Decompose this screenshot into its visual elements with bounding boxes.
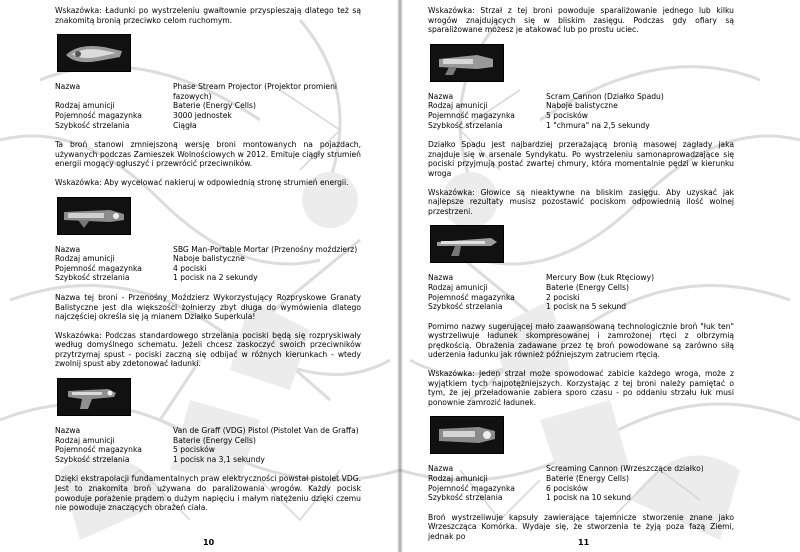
stat-value: 5 pocisków: [546, 110, 588, 120]
stat-key: Pojemność magazynka: [428, 483, 515, 493]
stat-row: [428, 92, 734, 102]
stat-row: [55, 254, 361, 264]
weapon-hint: Wskazówka: Aby wycelować nakieruj w odpowiednią stronę strumień energii.: [55, 177, 349, 187]
stat-key: Szybkość strzelania: [55, 120, 130, 130]
stat-row: [55, 111, 361, 121]
stat-key: Nazwa: [55, 426, 81, 436]
page-right: [400, 0, 800, 552]
stat-key: Rodzaj amunicji: [428, 101, 488, 111]
stat-key: Nazwa: [55, 82, 81, 92]
weapon-hint: Wskazówka: Podczas standardowego strzelania pociski będą się rozpryskiwały według domyślnego schematu. Jeżeli chcesz zaskoczyć swoich przeciwników przytrzymaj spust - pociski zaczną się odbijać w różnych kierunkach - wtedy zwolnij spust aby zdetonować ładunki.: [55, 330, 361, 369]
weapon-description: Dzięki ekstrapolacji fundamentalnych praw elektryczności powstał pistolet VDG. Jest to znakomita broń używana do paraliżowania wrogów. Każdy pocisk powoduje porażenie prądem o dużym napięciu i małym natężeniu dzięki czemu nie powoduje znaczących obrażeń ciała.: [55, 474, 361, 513]
weapon-description: Pomimo nazwy sugerującej mało zaawansowaną technologicznie broń "łuk ten" wystrzeliwuje ładunek skompresowanej i zamrożonej rtęci z olbrzymią prędkością. Obrażenia zadawane przez tę broń powodowane są zarówno siłą uderzenia ładunku jak również późniejszym zatruciem rtęcią.: [428, 321, 734, 360]
stat-value: 6 pocisków: [546, 483, 588, 493]
stat-key: Pojemność magazynka: [428, 110, 515, 120]
stat-value: Phase Stream Projector (Projektor promieni fazowych): [173, 82, 338, 101]
stat-row: [428, 111, 734, 121]
page-number: 10: [203, 538, 215, 547]
stat-value: 1 "chmura" na 2,5 sekundy: [546, 120, 650, 130]
cannon-icon: [430, 44, 504, 82]
bow-gun-icon: [430, 225, 504, 263]
stat-row: [428, 464, 734, 474]
stat-row: [428, 293, 734, 303]
weapon-stats-table: [55, 245, 361, 283]
right-text-column: [428, 6, 734, 551]
stat-key: Szybkość strzelania: [428, 493, 503, 503]
stat-row: [428, 474, 734, 484]
stat-row: [428, 283, 734, 293]
stat-row: [55, 455, 361, 465]
stat-value: SBG Man-Portable Mortar (Przenośny moździerz): [173, 244, 358, 254]
stat-key: Rodzaj amunicji: [55, 435, 115, 445]
weapon-stats-table: [428, 92, 734, 130]
stat-value: Naboje balistyczne: [546, 101, 618, 111]
stat-row: [428, 273, 734, 283]
stat-key: Pojemność magazynka: [428, 292, 515, 302]
screaming-cannon-icon: [430, 416, 504, 454]
weapon-stats-table: [428, 464, 734, 502]
mortar-icon: [57, 197, 131, 235]
page-number: 11: [578, 538, 590, 547]
stat-row: [428, 302, 734, 312]
right-intro-hint: Wskazówka: Strzał z tej broni powoduje sparaliżowanie jednego lub kilku wrogów znajdujących się w bliskim zasięgu. Podczas gdy ofiary są sparaliżowane możesz je atakować lub po prostu uciec.: [428, 6, 734, 35]
stat-row: [55, 273, 361, 283]
stat-value: 4 pociski: [173, 263, 207, 273]
stat-value: Mercury Bow (Łuk Rtęciowy): [546, 273, 655, 283]
stat-value: Ciągła: [173, 120, 197, 130]
weapon-description: Broń wystrzeliwuje kapsuły zawierające tajemnicze stworzenie znane jako Wrzeszcząca Komórka. Wydaje się, że stworzenia te żyją poza fazą Ziemi, jednak po: [428, 512, 734, 541]
stat-key: Szybkość strzelania: [55, 454, 130, 464]
left-intro-hint: Wskazówka: Ładunki po wystrzeleniu gwałtownie przyspieszają dlatego też są znakomitą bronią przeciwko celom ruchomym.: [55, 6, 361, 25]
stat-value: 3000 jednostek: [173, 110, 232, 120]
weapon-hint: Wskazówka: Głowice są nieaktywne na bliskim zasięgu. Aby uzyskać jak najlepsze rezultaty musisz pozostawić pociskom odpowiednią ilość wolnej przestrzeni.: [428, 187, 734, 216]
stat-key: Nazwa: [428, 273, 454, 283]
weapon-description: Nazwa tej broni - Przenośny Moździerz Wykorzystujący Rozpryskowe Granaty Balistyczne jest dla większości żołnierzy zbyt długa do wymówienia dlatego najczęściej określa się ją mianem Działko Superkula!: [55, 292, 361, 322]
stat-row: [55, 426, 361, 436]
stat-key: Szybkość strzelania: [428, 302, 503, 312]
weapon-stats-table: [55, 426, 361, 464]
stat-value: 1 pocisk na 2 sekundy: [173, 273, 258, 283]
stat-key: Szybkość strzelania: [55, 273, 130, 283]
weapon-description: Działko Spadu jest najbardziej przerażającą bronią masowej zagłady jaka znajduje się w arsenale Syndykatu. Po wystrzeleniu samonaprowadzające się pociski przyjmują postać zwartej chmury, która momentalnie pędzi w kierunku wroga: [428, 140, 734, 178]
stat-key: Pojemność magazynka: [55, 263, 142, 273]
pistol-icon: [57, 378, 131, 416]
stat-value: Baterie (Energy Cells): [173, 101, 256, 111]
stat-value: Baterie (Energy Cells): [546, 474, 629, 484]
stat-row: [55, 445, 361, 455]
weapon-description: Ta broń stanowi zmniejszoną wersję broni montowanych na pojazdach, używanych podczas Zamieszek Wolnościowych w 2012. Emituje ciągły strumień energii mogący ogłuszyć i przewrócić przeciwników.: [55, 140, 361, 169]
stat-key: Rodzaj amunicji: [428, 282, 488, 292]
stat-row: [428, 101, 734, 111]
stat-value: 1 pocisk na 5 sekund: [546, 302, 627, 312]
beam-gun-icon: [57, 34, 131, 72]
stat-value: Scram Cannon (Działko Spadu): [546, 91, 664, 101]
stat-key: Nazwa: [55, 244, 81, 254]
stat-value: Naboje balistyczne: [173, 254, 245, 264]
weapon-stats-table: [428, 273, 734, 311]
stat-key: Pojemność magazynka: [55, 110, 142, 120]
stat-key: Nazwa: [428, 464, 454, 474]
stat-row: [55, 121, 361, 131]
left-text-column: [55, 6, 361, 522]
stat-key: Szybkość strzelania: [428, 120, 503, 130]
stat-value: 2 pociski: [546, 292, 580, 302]
stat-row: [55, 245, 361, 255]
stat-value: 1 pocisk na 10 sekund: [546, 493, 631, 503]
stat-row: [55, 82, 361, 101]
stat-key: Rodzaj amunicji: [55, 101, 115, 111]
stat-value: Van de Graff (VDG) Pistol (Pistolet Van de Graffa): [173, 426, 359, 436]
stat-row: [55, 436, 361, 446]
stat-value: Baterie (Energy Cells): [173, 435, 256, 445]
stat-value: 1 pocisk na 3,1 sekundy: [173, 454, 265, 464]
stat-value: Screaming Cannon (Wrzeszczące działko): [546, 464, 704, 474]
stat-key: Rodzaj amunicji: [428, 474, 488, 484]
stat-row: [428, 493, 734, 503]
stat-row: [55, 264, 361, 274]
weapon-stats-table: [55, 82, 361, 130]
stat-key: Rodzaj amunicji: [55, 254, 115, 264]
stat-value: 5 pocisków: [173, 445, 215, 455]
stat-value: Baterie (Energy Cells): [546, 282, 629, 292]
weapon-hint: Wskazówka: Jeden strzał może spowodować zabicie każdego wroga, może z wyjątkiem tych najpotężniejszych. Korzystając z tej broni należy pamiętać o tym, że jej przeładowanie zabiera sporo czasu - po oddaniu strzału łuk musi ponownie zamrozić ładunek.: [428, 369, 734, 407]
stat-row: [428, 484, 734, 494]
stat-row: [55, 101, 361, 111]
stat-key: Nazwa: [428, 91, 454, 101]
stat-row: [428, 121, 734, 131]
page-fold-shadow: [397, 0, 403, 552]
stat-key: Pojemność magazynka: [55, 445, 142, 455]
